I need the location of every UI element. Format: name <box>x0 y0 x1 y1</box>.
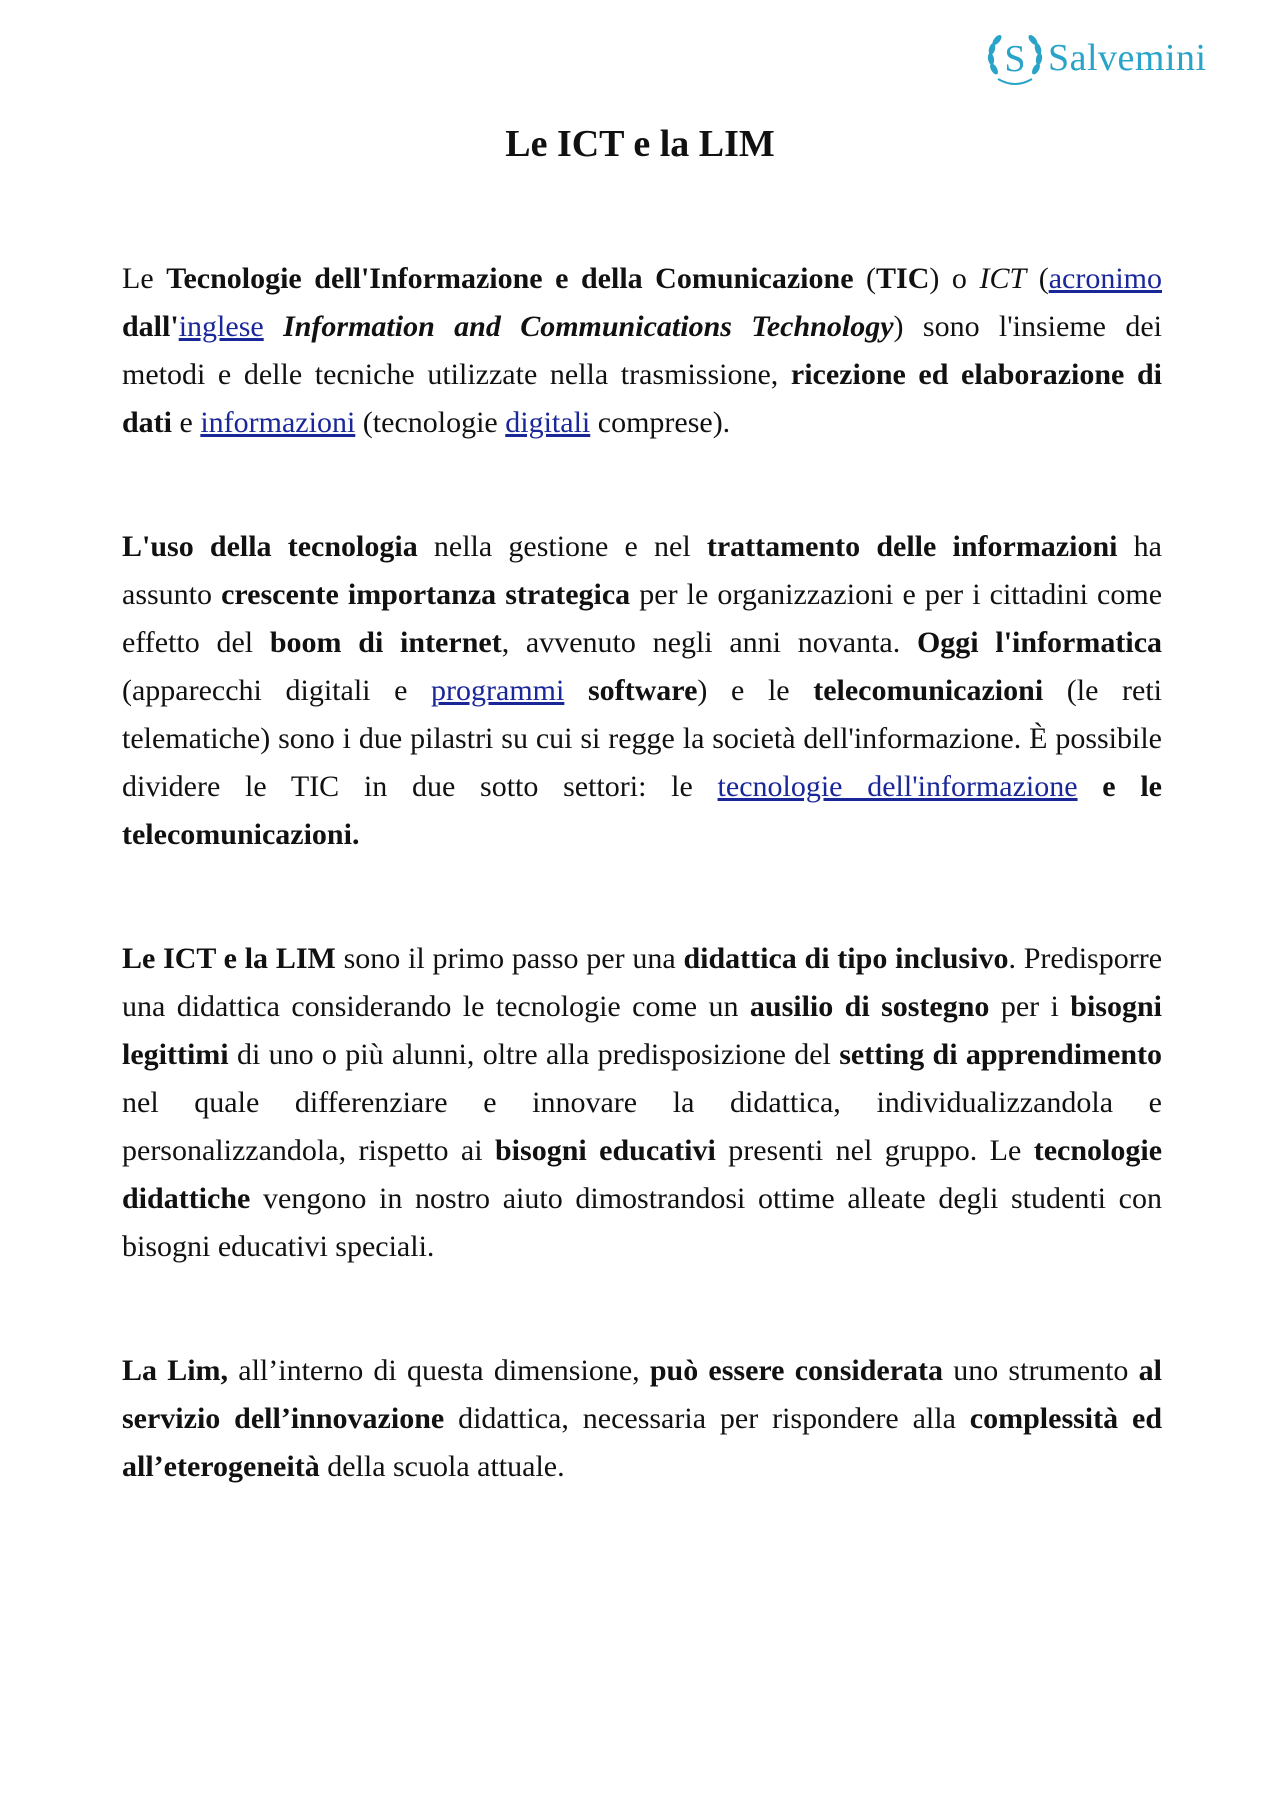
body-text <box>264 310 283 343</box>
bold-text: software <box>587 674 698 707</box>
body-text: della scuola attuale. <box>319 1450 565 1483</box>
body-text: per i <box>989 990 1071 1023</box>
italic-text: ICT <box>979 262 1027 295</box>
bold-text: complessità ed all’eterogeneità <box>122 1402 1162 1483</box>
bold-text: ausilio di sostegno <box>749 990 990 1023</box>
body-text: nella gestione e nel <box>417 530 707 563</box>
body-text <box>564 674 588 707</box>
body-text: di uno o più alunni, oltre alla predisposizione del <box>228 1038 840 1071</box>
bold-text: didattica di tipo inclusivo <box>683 942 1009 975</box>
body-text: ( <box>1026 262 1049 295</box>
bold-text: boom di internet <box>269 626 502 659</box>
bold-text: TIC <box>876 262 930 295</box>
body-text: nel quale differenziare e innovare la didattica, individualizzandola e personalizzandola, rispetto ai <box>122 1086 1162 1167</box>
bold-text: La Lim, <box>122 1354 229 1387</box>
body-text: (tecnologie <box>355 406 506 439</box>
bold-text: dall' <box>122 310 179 343</box>
body-text: didattica, necessaria per rispondere alla <box>444 1402 970 1435</box>
body-text: ) e le <box>697 674 814 707</box>
body-text: , avvenuto negli anni novanta. <box>501 626 917 659</box>
bold-text: ricezione ed elaborazione di dati <box>122 358 1162 439</box>
body-text: . Predisporre una didattica considerando le tecnologie come un <box>122 942 1163 1023</box>
logo-letter: S <box>1004 38 1026 80</box>
hyperlink[interactable]: tecnologie dell'informazione <box>717 770 1078 803</box>
bold-text: Le ICT e la LIM <box>122 942 336 975</box>
school-logo <box>984 28 1230 88</box>
body-text: sono il primo passo per una <box>335 942 684 975</box>
body-text: vengono in nostro aiuto dimostrandosi ottime alleate degli studenti con bisogni educativi speciali. <box>122 1182 1162 1263</box>
body-text: ha assunto <box>122 530 1162 611</box>
document-body <box>122 255 1162 1567</box>
body-text: comprese). <box>590 406 731 439</box>
bold-text: al servizio dell’innovazione <box>122 1354 1162 1435</box>
body-text: all’interno di questa dimensione, <box>228 1354 650 1387</box>
bold-text: Tecnologie dell'Informazione e della Comunicazione <box>166 262 854 295</box>
bold-text: trattamento delle informazioni <box>706 530 1118 563</box>
hyperlink[interactable]: acronimo <box>1048 262 1162 295</box>
bold-text: e le telecomunicazioni. <box>122 770 1162 851</box>
hyperlink[interactable]: informazioni <box>200 406 356 439</box>
body-text: per le organizzazioni e per i cittadini come effetto del <box>122 578 1163 659</box>
body-text: (le reti telematiche) sono i due pilastri su cui si regge la società dell'informazione. È possibile dividere le TIC in due sotto settori: le <box>122 674 1162 803</box>
body-text: uno strumento <box>943 1354 1139 1387</box>
body-text: ) sono l'insieme dei metodi e delle tecniche utilizzate nella trasmissione, <box>122 310 1163 391</box>
body-text: (apparecchi digitali e <box>122 674 432 707</box>
paragraph-ict-lim-inclusive <box>122 935 1162 1271</box>
bold-text: bisogni legittimi <box>122 990 1162 1071</box>
hyperlink[interactable]: inglese <box>178 310 264 343</box>
bold-text: può essere considerata <box>649 1354 944 1387</box>
body-text: Le <box>122 262 167 295</box>
page-title: Le ICT e la LIM <box>505 123 775 165</box>
body-text: presenti nel gruppo. Le <box>715 1134 1034 1167</box>
bold-text: tecnologie didattiche <box>122 1134 1163 1215</box>
paragraph-technology-use <box>122 523 1162 859</box>
bold-text: bisogni educativi <box>495 1134 716 1167</box>
bold-text: crescente importanza strategica <box>221 578 631 611</box>
body-text <box>1078 770 1103 803</box>
bold-text: setting di apprendimento <box>839 1038 1163 1071</box>
bold-text: Oggi l'informatica <box>916 626 1163 659</box>
bold-italic-text: Information and Communications Technology <box>283 310 894 343</box>
logo-text: Salvemini <box>1048 37 1207 79</box>
body-text: e <box>172 406 201 439</box>
laurel-wreath-icon <box>984 29 1046 87</box>
hyperlink[interactable]: programmi <box>431 674 565 707</box>
hyperlink[interactable]: digitali <box>505 406 591 439</box>
paragraph-lim-innovation <box>122 1347 1162 1491</box>
body-text: ) o <box>929 262 980 295</box>
body-text: ( <box>853 262 877 295</box>
bold-text: telecomunicazioni <box>813 674 1044 707</box>
paragraph-ict-definition <box>122 255 1162 447</box>
bold-text: L'uso della tecnologia <box>122 530 418 563</box>
